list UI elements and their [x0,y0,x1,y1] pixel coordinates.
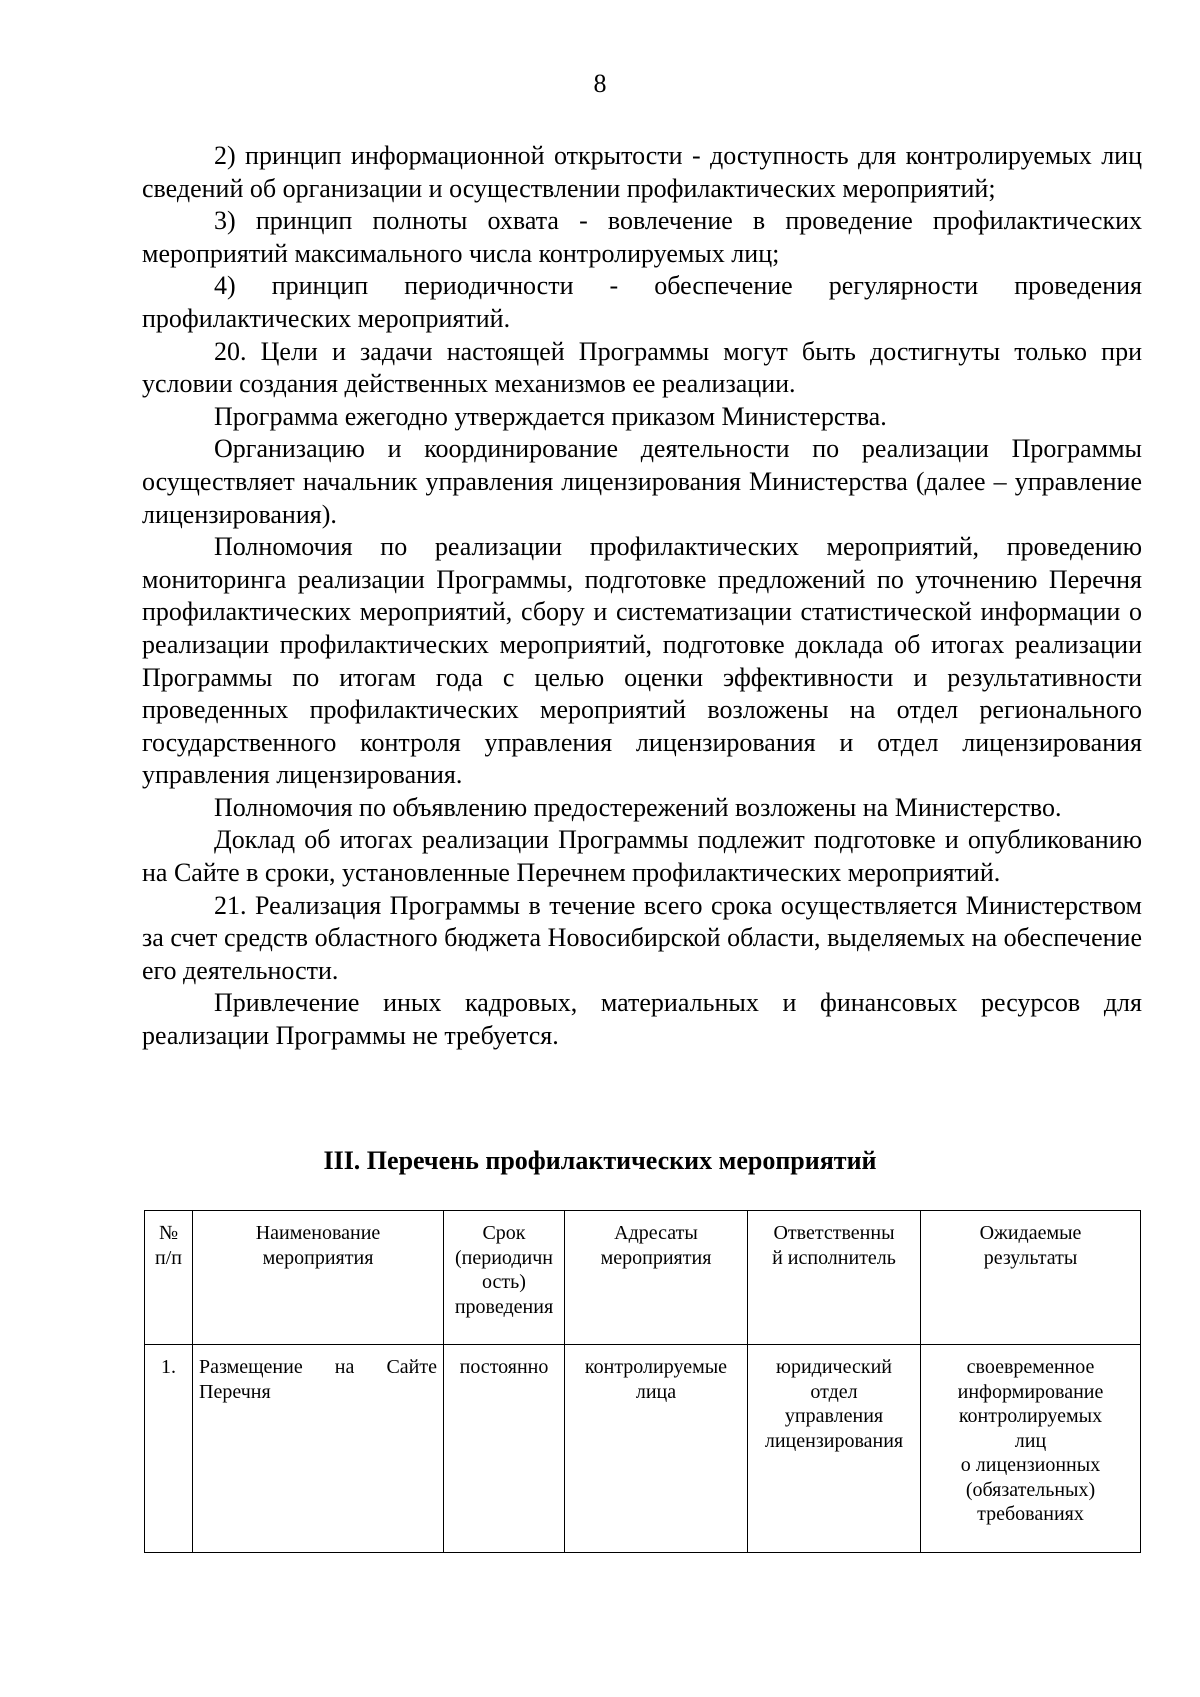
paragraph: Привлечение иных кадровых, материальных и финансовых ресурсов для реализации Программы не требуется. [142,988,1142,1051]
paragraph: 4) принцип периодичности - обеспечение регулярности проведения профилактических мероприятий. [142,271,1142,333]
header-addressees: Адресаты мероприятия [565,1211,748,1345]
paragraph: 20. Цели и задачи настоящей Программы могут быть достигнуты только при условии создания действенных механизмов ее реализации. [142,336,1142,399]
row-responsible: юридический отдел управления лицензирования [748,1345,921,1553]
paragraph: Доклад об итогах реализации Программы подлежит подготовке и опубликованию на Сайте в сроки, установленные Перечнем профилактических мероприятий. [142,825,1142,888]
paragraph: 3) принцип полноты охвата - вовлечение в проведение профилактических мероприятий максимального числа контролируемых лиц; [142,206,1142,268]
measures-table [144,1210,1141,1553]
section-title: III. Перечень профилактических мероприятий [323,1146,877,1175]
paragraph: Полномочия по реализации профилактических мероприятий, проведению мониторинга реализации Программы, подготовке предложений по уточнению Перечня профилактических мероприятий, сбору и систематизации статистической информации о реализации профилактических мероприятий, подготовке доклада об итогах реализации Программы по итогам года с целью оценки эффективности и результативности проведенных профилактических мероприятий возложены на отдел регионального государственного контроля управления лицензирования и отдел лицензирования управления лицензирования. [142,532,1142,790]
row-addressees: контролируемые лица [565,1345,748,1553]
table-header-row [145,1211,1141,1345]
table-row [145,1345,1141,1553]
header-results: Ожидаемые результаты [921,1211,1141,1345]
paragraph: Организацию и координирование деятельности по реализации Программы осуществляет начальник управления лицензирования Министерства (далее – управление лицензирования). [142,434,1142,529]
document-body [142,140,1142,1053]
header-number: № п/п [145,1211,193,1345]
row-results: своевременное информирование контролируемых лиц о лицензионных (обязательных) требованиях [921,1345,1141,1553]
paragraph: Полномочия по объявлению предостережений возложены на Министерство. [214,792,1062,822]
row-term: постоянно [444,1345,565,1553]
row-name: Размещение на Сайте Перечня [193,1345,444,1553]
paragraph: 2) принцип информационной открытости - доступность для контролируемых лиц сведений об организации и осуществлении профилактических мероприятий; [142,141,1142,203]
page-number: 8 [593,69,607,98]
paragraph: Программа ежегодно утверждается приказом Министерства. [214,401,887,431]
row-number: 1. [145,1345,193,1553]
header-responsible: Ответственны й исполнитель [748,1211,921,1345]
header-term: Срок (периодичн ость) проведения [444,1211,565,1345]
paragraph: 21. Реализация Программы в течение всего срока осуществляется Министерством за счет средств областного бюджета Новосибирской области, выделяемых на обеспечение его деятельности. [142,890,1142,985]
header-name: Наименование мероприятия [193,1211,444,1345]
